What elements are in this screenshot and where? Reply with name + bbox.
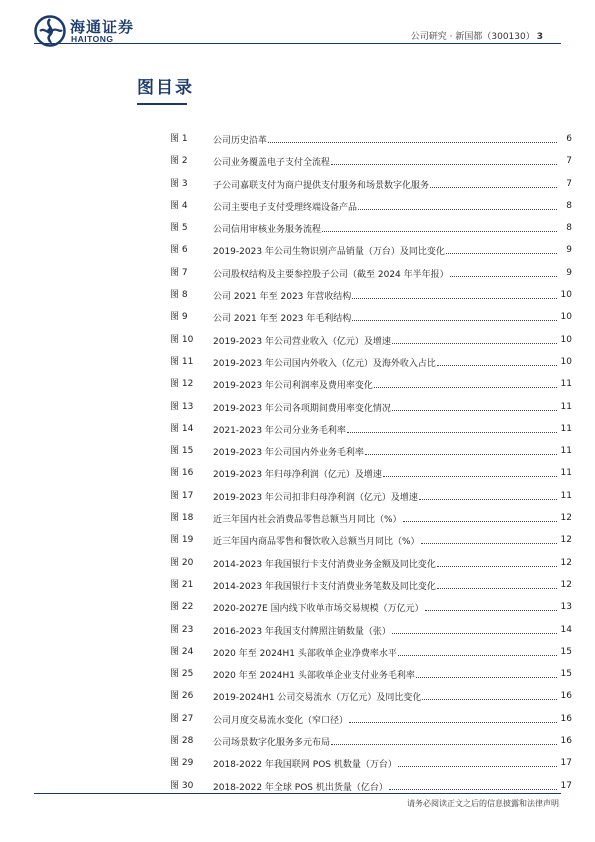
- toc-page-number: 12: [560, 579, 572, 590]
- toc-leader-dots: [421, 531, 557, 544]
- toc-figure-label: 图 9: [170, 312, 188, 323]
- toc-figure-title: 2019-2023 年公司各项期间费用率变化情况: [213, 403, 391, 414]
- toc-title-line: [213, 175, 558, 195]
- toc-figure-label: 图 7: [170, 267, 188, 278]
- toc-entry[interactable]: [170, 353, 572, 375]
- toc-leader-dots: [425, 598, 557, 611]
- toc-page-number: 8: [566, 200, 572, 211]
- toc-figure-label: 图 30: [170, 780, 194, 791]
- toc-title-line: [213, 687, 558, 707]
- toc-leader-dots: [398, 643, 557, 656]
- toc-entry[interactable]: [170, 576, 572, 598]
- toc-entry[interactable]: [170, 777, 572, 799]
- toc-figure-label: 图 29: [170, 758, 194, 769]
- toc-title-line: [213, 576, 558, 596]
- toc-leader-dots: [437, 353, 557, 366]
- toc-figure-title: 子公司嘉联支付为商户提供支付服务和场景数字化服务: [213, 180, 430, 191]
- toc-leader-dots: [268, 130, 557, 143]
- toc-figure-title: 2020-2027E 国内线下收单市场交易规模（万亿元）: [213, 604, 424, 615]
- toc-entry[interactable]: [170, 442, 572, 464]
- toc-entry[interactable]: [170, 554, 572, 576]
- toc-figure-label: 图 13: [170, 401, 194, 412]
- toc-page-number: 17: [560, 780, 572, 791]
- toc-figure-label: 图 25: [170, 669, 194, 680]
- toc-figure-title: 2019-2023 年公司国内外业务毛利率: [213, 448, 364, 459]
- toc-figure-label: 图 28: [170, 736, 194, 747]
- toc-figure-label: 图 19: [170, 535, 194, 546]
- toc-figure-label: 图 11: [170, 356, 194, 367]
- toc-leader-dots: [422, 687, 557, 700]
- toc-title-line: [213, 130, 558, 150]
- toc-figure-title: 公司信用审核业务服务流程: [213, 225, 322, 236]
- toc-leader-dots: [383, 464, 557, 477]
- toc-entry[interactable]: [170, 687, 572, 709]
- toc-figure-title: 近三年国内社会消费品零售总额当月同比（%）: [213, 515, 402, 526]
- toc-page-number: 15: [560, 646, 572, 657]
- toc-figure-title: 2019-2023 年公司扣非归母净利润（亿元）及增速: [213, 492, 418, 503]
- toc-figure-label: 图 18: [170, 513, 194, 524]
- brand-name-en: HAITONG: [71, 34, 114, 44]
- toc-figure-title: 2019-2023 年公司国内外收入（亿元）及海外收入占比: [213, 358, 436, 369]
- toc-page-number: 14: [560, 624, 572, 635]
- toc-entry[interactable]: [170, 509, 572, 531]
- toc-figure-label: 图 8: [170, 290, 188, 301]
- toc-figure-label: 图 2: [170, 156, 188, 167]
- toc-title-line: [213, 241, 558, 261]
- page-number: 3: [536, 32, 543, 42]
- toc-leader-dots: [331, 152, 557, 165]
- toc-title-line: [213, 308, 558, 328]
- toc-title-line: [213, 264, 558, 284]
- toc-page-number: 7: [566, 178, 572, 189]
- brand-name-cn: 海通证券: [70, 18, 135, 36]
- toc-leader-dots: [358, 197, 557, 210]
- toc-entry[interactable]: [170, 643, 572, 665]
- toc-page-number: 11: [560, 468, 572, 479]
- toc-entry[interactable]: [170, 331, 572, 353]
- toc-entry[interactable]: [170, 375, 572, 397]
- toc-page-number: 11: [560, 446, 572, 457]
- toc-figure-title: 2019-2024H1 公司交易流水（万亿元）及同比变化: [213, 693, 422, 704]
- toc-page-number: 10: [560, 334, 572, 345]
- toc-title-line: [213, 219, 558, 239]
- section-heading: [137, 73, 194, 105]
- toc-figure-title: 公司 2021 年至 2023 年营收结构: [213, 292, 352, 303]
- toc-figure-label: 图 22: [170, 602, 194, 613]
- toc-title-line: [213, 487, 558, 507]
- toc-figure-title: 公司业务覆盖电子支付全流程: [213, 158, 331, 169]
- toc-entry[interactable]: [170, 710, 572, 732]
- page-title: 图目录: [137, 78, 194, 98]
- toc-title-line: [213, 643, 558, 663]
- toc-figure-label: 图 26: [170, 691, 194, 702]
- toc-leader-dots: [392, 331, 557, 344]
- toc-leader-dots: [331, 732, 557, 745]
- toc-figure-label: 图 17: [170, 490, 194, 501]
- toc-title-line: [213, 375, 558, 395]
- toc-figure-title: 公司月度交易流水变化（窄口径）: [213, 715, 349, 726]
- toc-page-number: 16: [560, 736, 572, 747]
- toc-figure-title: 2019-2023 年公司生物识别产品销量（万台）及同比变化: [213, 247, 445, 258]
- toc-entry[interactable]: [170, 464, 572, 486]
- toc-leader-dots: [446, 241, 557, 254]
- toc-leader-dots: [389, 777, 557, 790]
- toc-page-number: 12: [560, 513, 572, 524]
- toc-figure-label: 图 3: [170, 178, 188, 189]
- toc-figure-label: 图 24: [170, 646, 194, 657]
- toc-leader-dots: [430, 175, 557, 188]
- toc-entry[interactable]: [170, 420, 572, 442]
- toc-figure-title: 2014-2023 年我国银行卡支付消费业务金额及同比变化: [213, 559, 436, 570]
- toc-entry[interactable]: [170, 241, 572, 263]
- toc-leader-dots: [392, 398, 557, 411]
- toc-entry[interactable]: [170, 732, 572, 754]
- toc-entry[interactable]: [170, 197, 572, 219]
- toc-title-line: [213, 420, 558, 440]
- toc-leader-dots: [392, 621, 557, 634]
- toc-page-number: 10: [560, 312, 572, 323]
- toc-figure-label: 图 21: [170, 579, 194, 590]
- toc-title-line: [213, 464, 558, 484]
- toc-leader-dots: [374, 375, 557, 388]
- brand-logo: [34, 15, 154, 45]
- toc-leader-dots: [450, 264, 557, 277]
- toc-entry[interactable]: [170, 621, 572, 643]
- toc-title-line: [213, 286, 558, 306]
- toc-figure-label: 图 16: [170, 468, 194, 479]
- toc-page-number: 10: [560, 290, 572, 301]
- toc-page-number: 11: [560, 401, 572, 412]
- toc-leader-dots: [365, 442, 557, 455]
- toc-entry[interactable]: [170, 264, 572, 286]
- toc-page-number: 13: [560, 602, 572, 613]
- toc-leader-dots: [437, 554, 557, 567]
- toc-figure-title: 公司历史沿革: [213, 136, 268, 146]
- toc-page-number: 9: [566, 267, 572, 278]
- toc-entry[interactable]: [170, 487, 572, 509]
- toc-figure-label: 图 5: [170, 223, 188, 234]
- toc-figure-title: 公司 2021 年至 2023 年毛利结构: [213, 314, 352, 325]
- toc-page-number: 11: [560, 490, 572, 501]
- toc-title-line: [213, 509, 558, 529]
- toc-page-number: 16: [560, 691, 572, 702]
- toc-figure-title: 2020 年至 2024H1 头部收单企业支付业务毛利率: [213, 671, 415, 682]
- footer-divider: [34, 793, 561, 794]
- toc-page-number: 17: [560, 758, 572, 769]
- toc-figure-label: 图 27: [170, 713, 194, 724]
- toc-figure-label: 图 1: [170, 134, 188, 144]
- toc-leader-dots: [352, 286, 557, 299]
- toc-leader-dots: [419, 487, 557, 500]
- toc-leader-dots: [403, 509, 557, 522]
- toc-title-line: [213, 598, 558, 618]
- toc-figure-title: 公司主要电子支付受理终端设备产品: [213, 202, 358, 213]
- toc-page-number: 7: [566, 156, 572, 167]
- toc-title-line: [213, 665, 558, 685]
- toc-entry[interactable]: [170, 398, 572, 420]
- toc-figure-label: 图 23: [170, 624, 194, 635]
- figure-list: [170, 130, 572, 799]
- toc-figure-title: 2018-2022 年我国联网 POS 机数量（万台）: [213, 760, 397, 771]
- toc-figure-label: 图 4: [170, 200, 188, 211]
- toc-title-line: [213, 710, 558, 730]
- toc-page-number: 8: [566, 223, 572, 234]
- report-title: 公司研究 · 新国都（300130）: [410, 32, 535, 42]
- toc-title-line: [213, 754, 558, 774]
- toc-figure-title: 2019-2023 年归母净利润（亿元）及增速: [213, 470, 382, 481]
- toc-entry[interactable]: [170, 130, 572, 152]
- toc-figure-label: 图 14: [170, 423, 194, 434]
- toc-page-number: 16: [560, 713, 572, 724]
- toc-figure-label: 图 10: [170, 334, 194, 345]
- toc-figure-title: 2021-2023 年公司分业务毛利率: [213, 425, 346, 436]
- report-info: [411, 29, 543, 42]
- toc-title-line: [213, 554, 558, 574]
- toc-leader-dots: [416, 665, 557, 678]
- toc-figure-label: 图 12: [170, 379, 194, 390]
- toc-figure-title: 2016-2023 年我国支付牌照注销数量（张）: [213, 626, 391, 637]
- footer-disclaimer: 请务必阅读正文之后的信息披露和法律声明: [407, 799, 559, 808]
- toc-figure-title: 公司股权结构及主要参控股子公司（截至 2024 年半年报）: [213, 269, 449, 280]
- toc-figure-title: 2020 年至 2024H1 头部收单企业净费率水平: [213, 648, 397, 659]
- toc-entry[interactable]: [170, 531, 572, 553]
- toc-leader-dots: [349, 710, 557, 723]
- header-divider: [34, 43, 561, 44]
- toc-figure-label: 图 20: [170, 557, 194, 568]
- toc-leader-dots: [352, 308, 557, 321]
- toc-title-line: [213, 442, 558, 462]
- toc-title-line: [213, 531, 558, 551]
- toc-leader-dots: [398, 754, 557, 767]
- toc-page-number: 12: [560, 535, 572, 546]
- toc-figure-label: 图 15: [170, 446, 194, 457]
- toc-page-number: 10: [560, 356, 572, 367]
- toc-title-line: [213, 398, 558, 418]
- title-underline: [137, 103, 187, 105]
- toc-figure-title: 2018-2022 年全球 POS 机出货量（亿台）: [213, 782, 388, 793]
- toc-entry[interactable]: [170, 598, 572, 620]
- toc-figure-label: 图 6: [170, 245, 188, 256]
- toc-page-number: 12: [560, 557, 572, 568]
- toc-entry[interactable]: [170, 152, 572, 174]
- toc-title-line: [213, 732, 558, 752]
- toc-entry[interactable]: [170, 175, 572, 197]
- toc-figure-title: 2019-2023 年公司利润率及费用率变化: [213, 381, 373, 392]
- toc-figure-title: 公司场景数字化服务多元布局: [213, 738, 331, 749]
- toc-leader-dots: [437, 576, 557, 589]
- toc-title-line: [213, 621, 558, 641]
- toc-entry[interactable]: [170, 754, 572, 776]
- toc-leader-dots: [347, 420, 557, 433]
- toc-entry[interactable]: [170, 286, 572, 308]
- toc-page-number: 9: [566, 245, 572, 256]
- toc-entry[interactable]: [170, 665, 572, 687]
- toc-page-number: 6: [566, 134, 572, 144]
- toc-figure-title: 近三年国内商品零售和餐饮收入总额当月同比（%）: [213, 537, 420, 548]
- toc-title-line: [213, 197, 558, 217]
- toc-entry[interactable]: [170, 308, 572, 330]
- toc-title-line: [213, 353, 558, 373]
- toc-entry[interactable]: [170, 219, 572, 241]
- toc-title-line: [213, 331, 558, 351]
- toc-page-number: 11: [560, 379, 572, 390]
- toc-page-number: 15: [560, 669, 572, 680]
- toc-figure-title: 2014-2023 年我国银行卡支付消费业务笔数及同比变化: [213, 581, 436, 592]
- toc-page-number: 11: [560, 423, 572, 434]
- toc-leader-dots: [322, 219, 557, 232]
- toc-title-line: [213, 152, 558, 172]
- toc-figure-title: 2019-2023 年公司营业收入（亿元）及增速: [213, 336, 391, 347]
